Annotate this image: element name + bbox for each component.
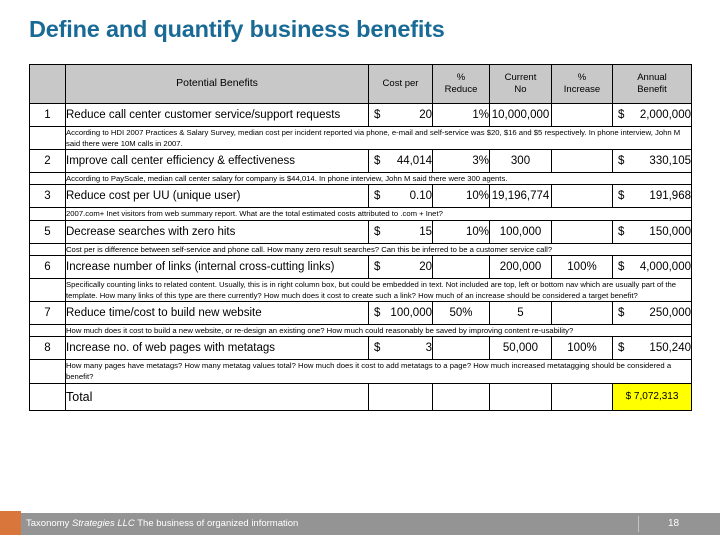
- row-annual-benefit: [613, 302, 692, 325]
- currency-symbol: $: [374, 155, 381, 168]
- row-cost-per-value: 3: [425, 342, 432, 355]
- note-rownum-spacer: [30, 208, 66, 220]
- row-annual-benefit-value: 2,000,000: [639, 109, 691, 121]
- note-rownum-spacer: [30, 243, 66, 255]
- note-rownum-spacer: [30, 360, 66, 383]
- row-cost-per-value: 20: [419, 260, 432, 273]
- currency-symbol: $: [618, 225, 625, 238]
- currency-symbol: $: [374, 225, 381, 238]
- row-cost-per: [369, 185, 433, 208]
- row-current-no: 300: [490, 150, 552, 173]
- table-note-row: [30, 243, 692, 255]
- row-note: How many pages have metatags? How many metatag values total? How much does it cost to add metatags to a page? How much increased metatagging should be considered a benefit?: [66, 360, 692, 383]
- table-row: [30, 302, 692, 325]
- header-percent-increase-line1: %: [577, 72, 587, 84]
- note-rownum-spacer: [30, 127, 66, 150]
- row-cost-per-value: 44,014: [396, 155, 432, 168]
- row-cost-per-value: 0.10: [409, 190, 432, 203]
- row-cost-per: [369, 255, 433, 278]
- row-cost-per-value: 100,000: [390, 307, 432, 320]
- row-percent-increase: [552, 185, 613, 208]
- table-total-row: [30, 383, 692, 410]
- row-percent-reduce: [433, 337, 490, 360]
- row-annual-benefit-value: 191,968: [649, 190, 691, 203]
- row-percent-increase: [552, 302, 613, 325]
- currency-symbol: $: [374, 260, 381, 273]
- header-percent-reduce-line2: Reduce: [444, 84, 478, 95]
- row-cost-per-value: 20: [419, 109, 432, 121]
- row-annual-benefit-value: 250,000: [649, 307, 691, 320]
- row-annual-benefit-value: 4,000,000: [639, 260, 691, 273]
- table-row: [30, 185, 692, 208]
- row-cost-per: [369, 302, 433, 325]
- row-note: 2007.com+ Inet visitors from web summary report. What are the total estimated costs attributed to .com + Inet?: [66, 208, 692, 220]
- row-number: 2: [30, 150, 66, 173]
- row-current-no: 50,000: [490, 337, 552, 360]
- total-label: Total: [66, 383, 369, 410]
- header-percent-increase-line2: Increase: [563, 84, 601, 95]
- table-note-row: [30, 173, 692, 185]
- footer-accent-block: [0, 511, 21, 535]
- row-annual-benefit: [613, 337, 692, 360]
- row-percent-reduce: 50%: [433, 302, 490, 325]
- row-cost-per: [369, 104, 433, 127]
- row-benefit-label: Reduce time/cost to build new website: [66, 302, 369, 325]
- row-percent-increase: 100%: [552, 255, 613, 278]
- row-cost-per: [369, 337, 433, 360]
- row-current-no: 5: [490, 302, 552, 325]
- row-annual-benefit: [613, 150, 692, 173]
- row-annual-benefit-value: 150,000: [649, 225, 691, 238]
- row-cost-per-value: 15: [419, 225, 432, 238]
- total-cost-blank: [369, 383, 433, 410]
- benefits-table: [29, 64, 692, 411]
- footer-brand-italic: Strategies LLC: [71, 518, 135, 529]
- header-current-no-line2: No: [514, 84, 527, 95]
- currency-symbol: $: [618, 307, 625, 320]
- header-rownum: [30, 65, 66, 104]
- header-percent-reduce-line1: %: [456, 72, 466, 84]
- table-row: [30, 337, 692, 360]
- currency-symbol: $: [374, 307, 381, 320]
- row-benefit-label: Improve call center efficiency & effectiveness: [66, 150, 369, 173]
- row-percent-increase: [552, 104, 613, 127]
- row-annual-benefit: [613, 255, 692, 278]
- row-number: 5: [30, 220, 66, 243]
- row-cost-per: [369, 220, 433, 243]
- row-number: 3: [30, 185, 66, 208]
- row-note: According to PayScale, median call center salary for company is $44,014. In phone interview, John M said there were 300 agents.: [66, 173, 692, 185]
- total-reduce-blank: [433, 383, 490, 410]
- table-row: [30, 220, 692, 243]
- header-current-no: [490, 65, 552, 104]
- table-note-row: [30, 360, 692, 383]
- row-note: Cost per is difference between self-service and phone call. How many zero result searches? Can this be inferred to be a customer service call?: [66, 243, 692, 255]
- row-annual-benefit: [613, 220, 692, 243]
- footer-brand: [26, 518, 298, 529]
- currency-symbol: $: [374, 190, 381, 203]
- row-note: Specifically counting links to related content. Usually, this is in right column box, but could be embedded in text. Not included are top, left or bottom nav which are usually part of the template. How many links of this type are there currently? How much does it cost to create such a link? How much of an increase should be considered a target benefit?: [66, 278, 692, 301]
- total-increase-blank: [552, 383, 613, 410]
- row-number: 8: [30, 337, 66, 360]
- page-title: Define and quantify business benefits: [29, 16, 445, 42]
- currency-symbol: $: [618, 109, 625, 121]
- row-current-no: 19,196,774: [490, 185, 552, 208]
- note-rownum-spacer: [30, 278, 66, 301]
- row-benefit-label: Increase no. of web pages with metatags: [66, 337, 369, 360]
- row-benefit-label: Reduce call center customer service/support requests: [66, 104, 369, 127]
- row-current-no: 100,000: [490, 220, 552, 243]
- header-percent-increase: [552, 65, 613, 104]
- header-current-no-line1: Current: [504, 72, 537, 84]
- row-benefit-label: Increase number of links (internal cross-cutting links): [66, 255, 369, 278]
- note-rownum-spacer: [30, 173, 66, 185]
- row-annual-benefit-value: 330,105: [649, 155, 691, 168]
- row-current-no: 10,000,000: [490, 104, 552, 127]
- header-annual-benefit-line1: Annual: [637, 72, 667, 84]
- header-potential-benefits: Potential Benefits: [66, 65, 369, 104]
- row-annual-benefit: [613, 104, 692, 127]
- row-number: 6: [30, 255, 66, 278]
- row-percent-increase: [552, 150, 613, 173]
- row-percent-reduce: 3%: [433, 150, 490, 173]
- row-cost-per: [369, 150, 433, 173]
- row-percent-increase: [552, 220, 613, 243]
- total-annual-benefit: $ 7,072,313: [613, 383, 692, 410]
- table-note-row: [30, 278, 692, 301]
- header-annual-benefit-line2: Benefit: [637, 84, 667, 95]
- currency-symbol: $: [374, 342, 381, 355]
- row-percent-reduce: 1%: [433, 104, 490, 127]
- total-rownum-spacer: [30, 383, 66, 410]
- total-current-blank: [490, 383, 552, 410]
- table-header-row: [30, 65, 692, 104]
- currency-symbol: $: [618, 155, 625, 168]
- row-number: 1: [30, 104, 66, 127]
- currency-symbol: $: [618, 260, 625, 273]
- row-benefit-label: Decrease searches with zero hits: [66, 220, 369, 243]
- row-current-no: 200,000: [490, 255, 552, 278]
- row-percent-increase: 100%: [552, 337, 613, 360]
- row-percent-reduce: 10%: [433, 185, 490, 208]
- row-annual-benefit-value: 150,240: [649, 342, 691, 355]
- table-note-row: [30, 325, 692, 337]
- row-note: How much does it cost to build a new website, or re-design an existing one? How much could reasonably be saved by improving content re-usability?: [66, 325, 692, 337]
- currency-symbol: $: [374, 109, 381, 121]
- footer-brand-prefix: Taxonomy: [26, 518, 72, 529]
- footer-divider: [638, 516, 639, 532]
- row-benefit-label: Reduce cost per UU (unique user): [66, 185, 369, 208]
- row-number: 7: [30, 302, 66, 325]
- table-note-row: [30, 208, 692, 220]
- row-percent-reduce: 10%: [433, 220, 490, 243]
- row-percent-reduce: [433, 255, 490, 278]
- table-row: [30, 104, 692, 127]
- page-number: 18: [668, 518, 680, 529]
- row-annual-benefit: [613, 185, 692, 208]
- currency-symbol: $: [618, 190, 625, 203]
- header-cost-per: Cost per: [369, 65, 433, 104]
- table-note-row: [30, 127, 692, 150]
- row-note: According to HDI 2007 Practices & Salary Survey, median cost per incident reported via phone, e-mail and self-service was $20, $16 and $5 respectively. In phone interview, John M said there were 10M calls in 2007.: [66, 127, 692, 150]
- note-rownum-spacer: [30, 325, 66, 337]
- footer-tagline: The business of organized information: [134, 518, 299, 529]
- currency-symbol: $: [618, 342, 625, 355]
- table-row: [30, 255, 692, 278]
- header-annual-benefit: [613, 65, 692, 104]
- header-percent-reduce: [433, 65, 490, 104]
- table-row: [30, 150, 692, 173]
